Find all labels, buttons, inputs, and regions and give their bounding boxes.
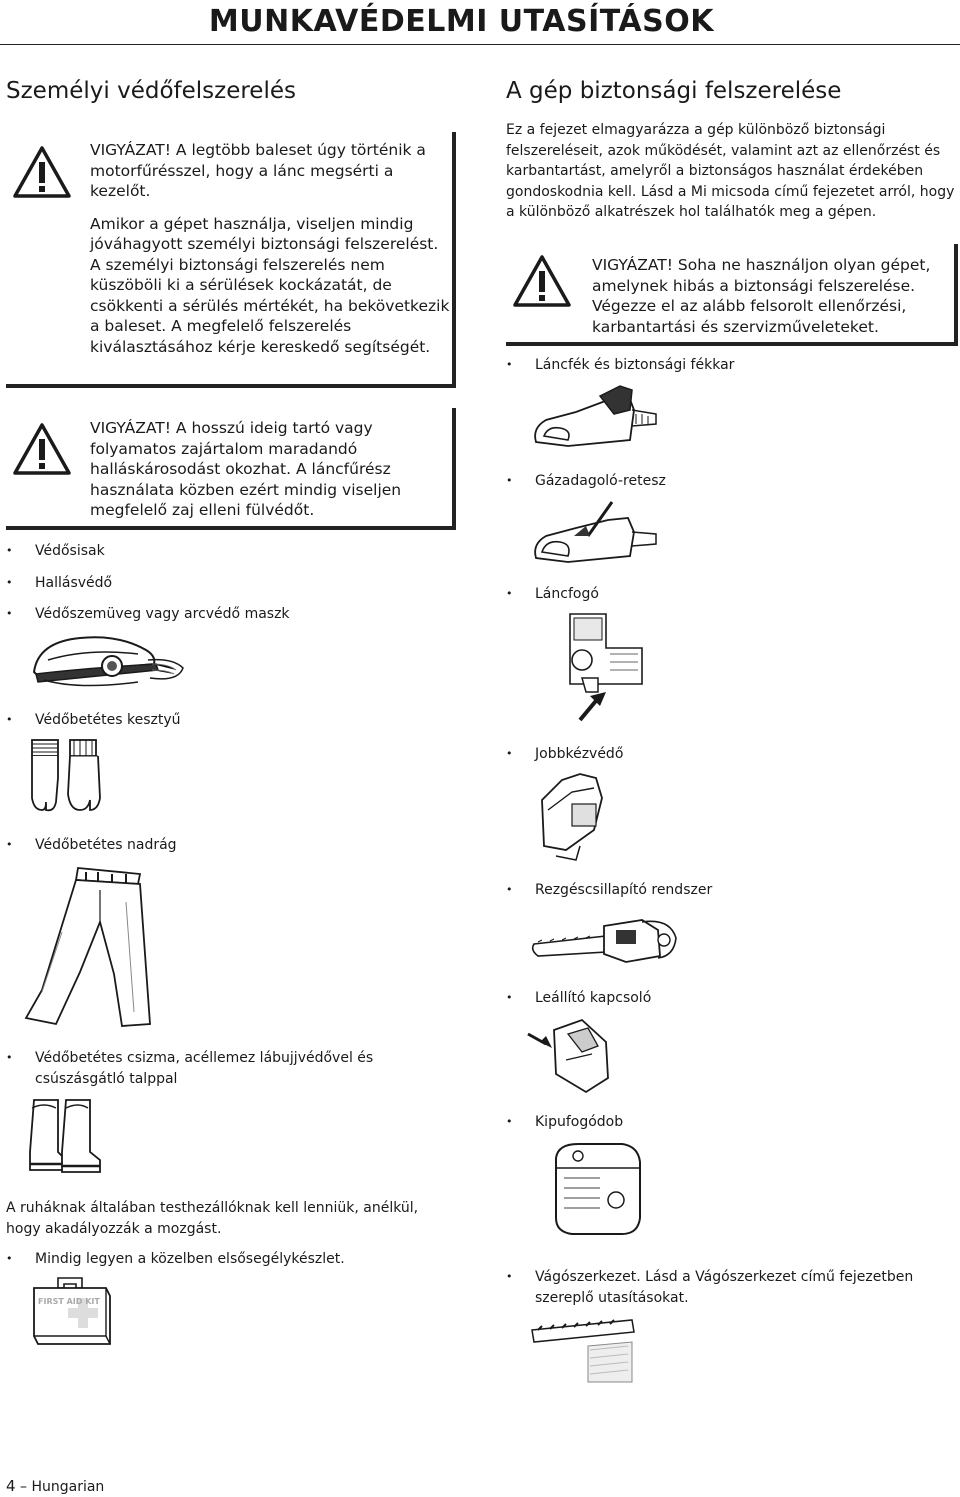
- bullet-dot: •: [506, 587, 513, 600]
- warning-triangle-icon: [12, 145, 72, 199]
- footer-dash: –: [20, 1479, 27, 1495]
- vibration-damping-illustration: [530, 906, 680, 970]
- bullet-dot: •: [506, 747, 513, 760]
- bullet-dot: •: [6, 1252, 13, 1265]
- list-item: • Gázadagoló-retesz: [506, 471, 946, 493]
- bullet-dot: •: [506, 991, 513, 1004]
- bullet-dot: •: [6, 607, 13, 620]
- bullet-dot: •: [506, 883, 513, 896]
- chain-catcher-illustration: [566, 608, 646, 726]
- throttle-lockout-illustration: [528, 496, 658, 572]
- clothing-note: A ruháknak általában testhezállóknak kell lenniük, anélkül, hogy akadályozzák a mozgást.: [6, 1200, 419, 1237]
- list-item: • Védőszemüveg vagy arcvédő maszk: [6, 604, 446, 626]
- bullet-dot: •: [6, 544, 13, 557]
- stop-switch-illustration: [526, 1014, 616, 1098]
- warning-text-faulty-equipment: VIGYÁZAT! Soha ne használjon olyan gépet, amelynek hibás a biztonsági felszerelése. Végezze el az alább felsorolt ellenőrzési, karbantartási és szervizműveleteket.: [592, 256, 931, 336]
- warning-triangle-icon: [512, 254, 572, 308]
- bullet-dot: •: [6, 838, 13, 851]
- helmet-illustration: [28, 630, 188, 692]
- page-number: 4: [6, 1477, 16, 1495]
- first-aid-kit-illustration: [28, 1274, 114, 1350]
- list-item: • Védőbetétes kesztyű: [6, 710, 446, 732]
- cutting-equipment-illustration: [528, 1316, 638, 1386]
- list-item: • Láncfék és biztonsági fékkar: [506, 355, 946, 377]
- kit-label-text: FIRST AID KIT: [38, 1297, 100, 1306]
- bullet-dot: •: [506, 474, 513, 487]
- section-heading-personal-equipment: Személyi védőfelszerelés: [6, 78, 296, 104]
- page-footer: [6, 1477, 104, 1495]
- bullet-dot: •: [6, 576, 13, 589]
- warning-text-chain-injury: [90, 140, 450, 357]
- list-item: • Védőbetétes csizma, acéllemez lábujjvédővel és csúszásgátló talppal: [6, 1050, 374, 1087]
- list-item: • Leállító kapcsoló: [506, 988, 946, 1010]
- gloves-illustration: [28, 738, 108, 814]
- intro-paragraph: Ez a fejezet elmagyarázza a gép különböző biztonsági felszereléseit, azok működését, valamint azt az ellenőrzést és karbantartást, amelyről a biztonságos használat érdekében gondoskodnia kell. Lásd a Mi micsoda című fejezetet arról, hogy a különböző alkatrészek hol találhatók meg a gépen.: [506, 122, 955, 220]
- warning-text-noise: VIGYÁZAT! A hosszú ideig tartó vagy folyamatos zajártalom maradandó halláskárosodást okozhat. A láncfűrész használata közben ezért mindig viseljen megfelelő zaj elleni fülvédőt.: [90, 419, 402, 519]
- trousers-illustration: [22, 862, 172, 1030]
- list-item: • Kipufogódob: [506, 1112, 946, 1134]
- page-header-title: MUNKAVÉDELMI UTASÍTÁSOK: [208, 4, 714, 39]
- boots-illustration: [26, 1094, 106, 1178]
- list-item: • Védősisak: [6, 541, 446, 563]
- list-item: • Vágószerkezet. Lásd a Vágószerkezet című fejezetben szereplő utasításokat.: [506, 1269, 914, 1306]
- muffler-illustration: [548, 1138, 644, 1240]
- list-item: • Mindig legyen a közelben elsősegélykészlet.: [6, 1249, 446, 1271]
- section-heading-machine-safety: A gép biztonsági felszerelése: [506, 78, 842, 104]
- bullet-dot: •: [6, 1051, 13, 1064]
- list-item: • Rezgéscsillapító rendszer: [506, 880, 946, 902]
- list-item: • Hallásvédő: [6, 573, 446, 595]
- header-rule: [0, 44, 960, 45]
- bullet-dot: •: [506, 1270, 513, 1283]
- list-item: • Láncfogó: [506, 584, 946, 606]
- chain-brake-illustration: [528, 380, 658, 456]
- bullet-dot: •: [6, 713, 13, 726]
- bullet-dot: •: [506, 1115, 513, 1128]
- right-hand-guard-illustration: [536, 770, 616, 864]
- list-item: • Védőbetétes nadrág: [6, 835, 446, 857]
- warning-line-2: Amikor a gépet használja, viseljen mindig jóváhagyott személyi biztonsági felszerelést. A személyi biztonsági felszerelés nem küszöböli ki a sérülések kockázatát, de csökkenti a sérülés mértékét, ha bekövetkezik a baleset. A megfelelő felszerelés kiválasztásához kérje kereskedő segítségét.: [90, 214, 450, 356]
- warning-line-1: VIGYÁZAT! A legtöbb baleset úgy történik a motorfűrésszel, hogy a lánc megsérti a kezelőt.: [90, 141, 426, 200]
- warning-triangle-icon: [12, 422, 72, 476]
- footer-language: Hungarian: [31, 1479, 105, 1495]
- list-item: • Jobbkézvédő: [506, 744, 946, 766]
- bullet-dot: •: [506, 358, 513, 371]
